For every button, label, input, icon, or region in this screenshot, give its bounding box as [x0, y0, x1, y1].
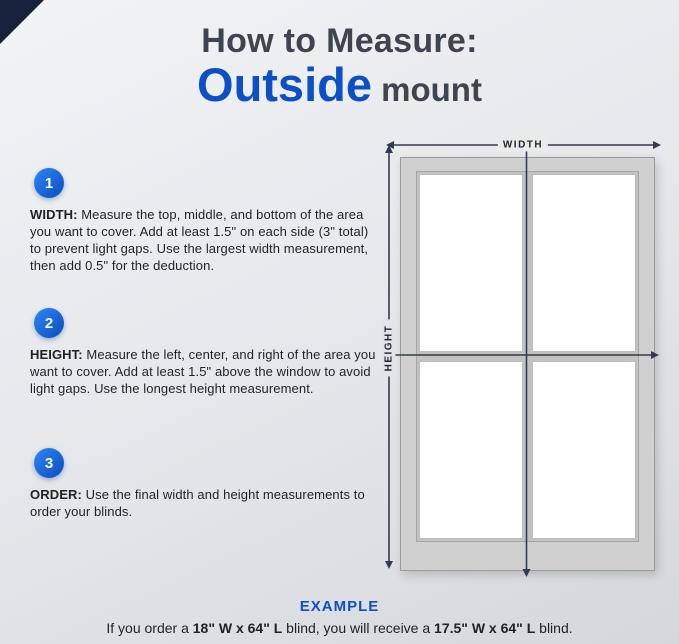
example-seg-ordered-size: 18" W x 64" L	[192, 620, 283, 636]
example-section	[0, 598, 679, 636]
step-width-label: WIDTH:	[30, 207, 78, 222]
window-illustration	[400, 157, 655, 571]
title-suffix-mount: mount	[371, 71, 482, 108]
window-pane-area	[416, 171, 639, 542]
step-height-body: Measure the left, center, and right of the area you want to cover. Add at least 1.5" above the window to avoid light gaps. Use the longest height measurement.	[30, 347, 376, 396]
window-pane-bottom-left	[419, 361, 523, 539]
step-width-text	[30, 207, 377, 275]
step-width	[30, 168, 377, 275]
example-seg-intro: If you order a	[106, 620, 193, 636]
step-number-badge-1: 1	[34, 168, 64, 198]
step-height-label: HEIGHT:	[30, 347, 83, 362]
window-pane-top-left	[419, 174, 523, 352]
step-number-badge-3: 3	[34, 448, 64, 478]
step-number-badge-2: 2	[34, 308, 64, 338]
example-seg-end: blind.	[535, 620, 573, 636]
step-order-label: ORDER:	[30, 487, 82, 502]
step-height	[30, 308, 377, 398]
title-line-2	[0, 58, 679, 114]
title-accent-outside: Outside	[197, 58, 372, 111]
example-seg-received-size: 17.5" W x 64" L	[434, 620, 536, 636]
step-width-body: Measure the top, middle, and bottom of the area you want to cover. Add at least 1.5" on each side (3" total) to prevent light gaps. Use the largest width measurement, then add 0.5" for the deduction.	[30, 207, 369, 273]
step-height-text	[30, 347, 377, 398]
example-heading: EXAMPLE	[299, 598, 380, 615]
page-title	[0, 22, 679, 114]
window-pane-top-right	[532, 174, 636, 352]
step-order-text	[30, 487, 377, 521]
title-line-1: How to Measure:	[201, 22, 478, 60]
height-dimension-label: HEIGHT	[383, 320, 396, 377]
step-order	[30, 448, 377, 521]
window-pane-bottom-right	[532, 361, 636, 539]
width-dimension-label: WIDTH	[498, 139, 548, 152]
example-sentence	[0, 620, 679, 636]
example-seg-middle: blind, you will receive a	[282, 620, 435, 636]
step-order-body: Use the final width and height measurements to order your blinds.	[30, 487, 365, 519]
